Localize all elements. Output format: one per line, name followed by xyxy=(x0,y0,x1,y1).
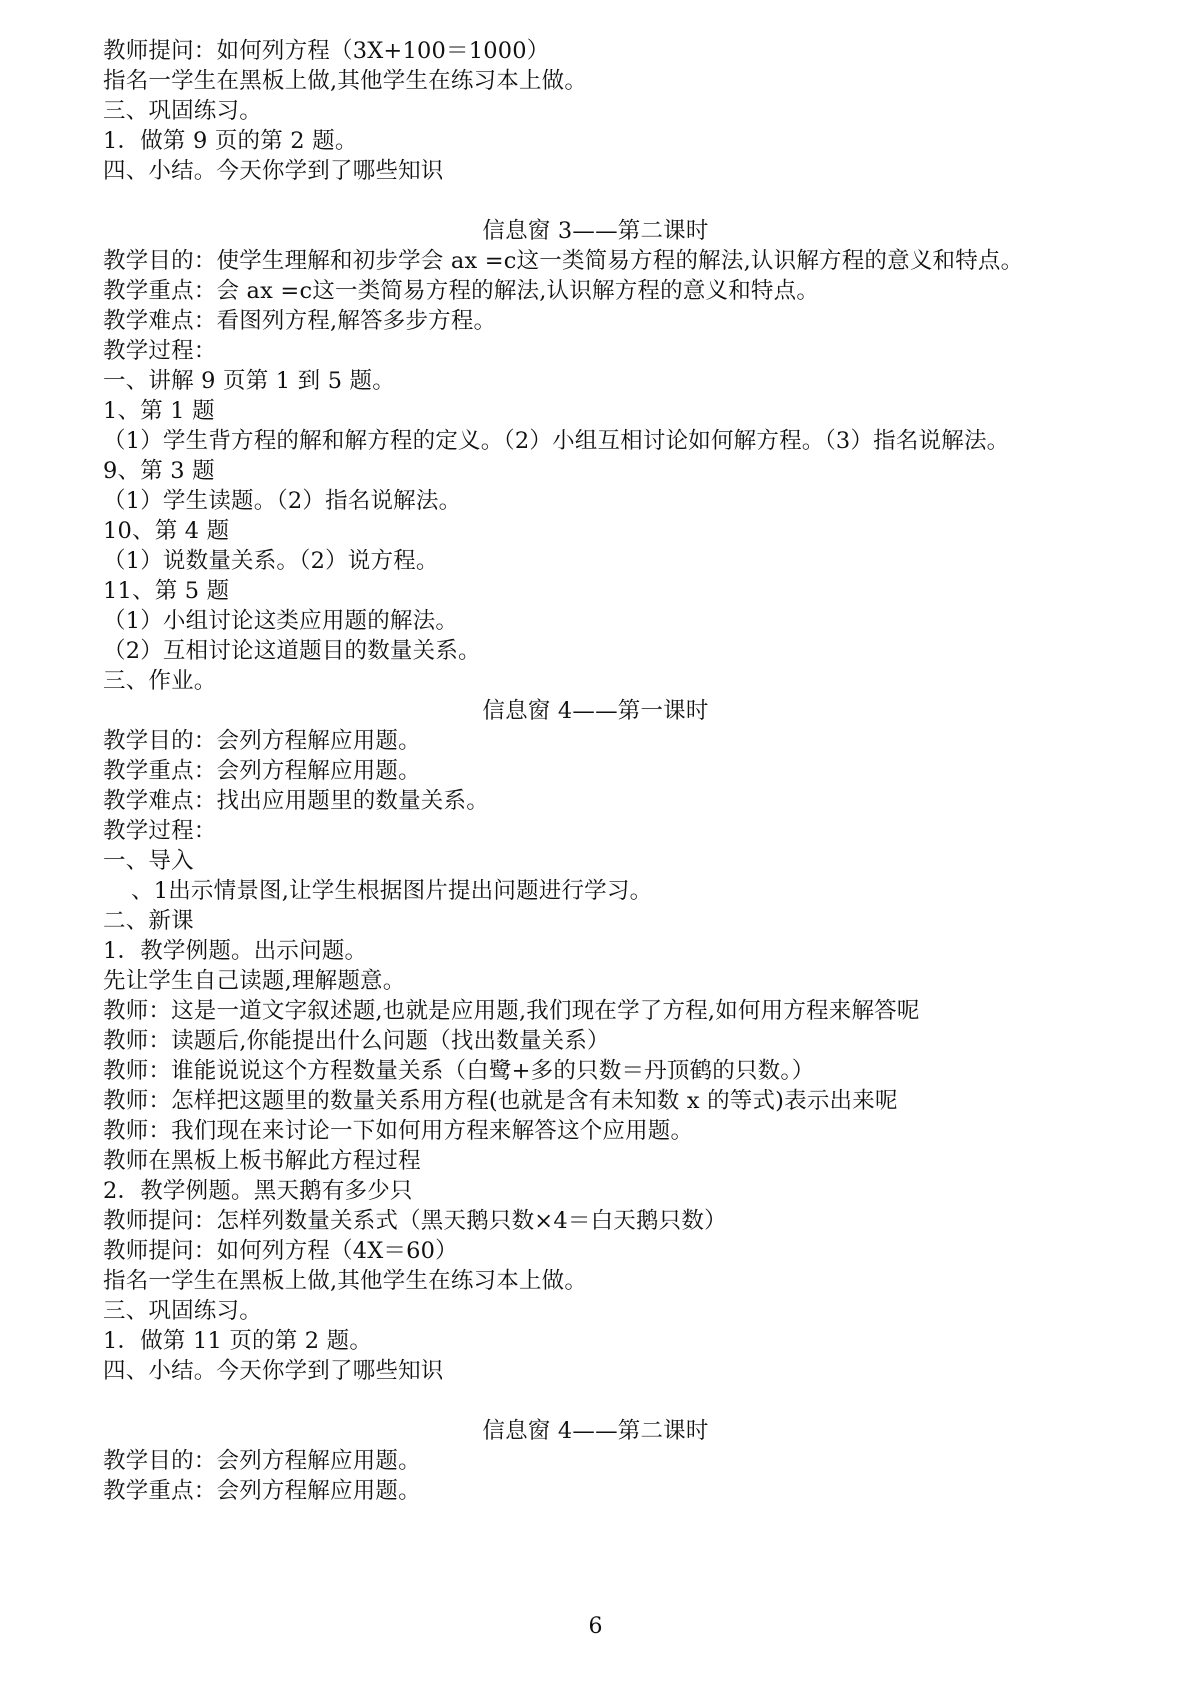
text-line: 四、小结。今天你学到了哪些知识 xyxy=(103,1358,444,1384)
text-line: 9、第 3 题 xyxy=(103,458,215,484)
text-line: 教学目的：使学生理解和初步学会 ax =c这一类简易方程的解法,认识解方程的意义和特点。 xyxy=(103,248,1024,274)
text-line: 教学重点：会 ax =c这一类简易方程的解法,认识解方程的意义和特点。 xyxy=(103,278,820,304)
text-line: （1）说数量关系。（2）说方程。 xyxy=(103,548,439,574)
text-line: 2．教学例题。黑天鹅有多少只 xyxy=(103,1178,413,1204)
text-line: 教学过程： xyxy=(103,818,217,844)
text-line: 1．做第 9 页的第 2 题。 xyxy=(103,128,358,154)
text-line: 二、新课 xyxy=(103,908,194,934)
text-line: 三、巩固练习。 xyxy=(103,98,262,124)
text-line: （1）学生背方程的解和解方程的定义。（2）小组互相讨论如何解方程。（3）指名说解法。 xyxy=(103,428,1010,454)
page-number: 6 xyxy=(588,1614,603,1639)
text-line: 教学难点：看图列方程,解答多步方程。 xyxy=(103,308,497,334)
text-line: 10、第 4 题 xyxy=(103,518,230,544)
text-line: 教学目的：会列方程解应用题。 xyxy=(103,728,421,754)
text-line: 1．教学例题。出示问题。 xyxy=(103,938,368,964)
text-line: 指名一学生在黑板上做,其他学生在练习本上做。 xyxy=(103,68,588,94)
text-line: 1、第 1 题 xyxy=(103,398,215,424)
text-line: （1）学生读题。（2）指名说解法。 xyxy=(103,488,462,514)
text-line: 11、第 5 题 xyxy=(103,578,230,604)
text-line: 教师提问：如何列方程（4X＝60） xyxy=(103,1238,458,1264)
text-line: 教学重点：会列方程解应用题。 xyxy=(103,1478,421,1504)
text-line: 教师提问：如何列方程（3X+100＝1000） xyxy=(103,38,550,64)
section-heading: 信息窗 4——第一课时 xyxy=(482,698,709,724)
text-line: 三、巩固练习。 xyxy=(103,1298,262,1324)
text-line: 教师：谁能说说这个方程数量关系（白鹭+多的只数＝丹顶鹤的只数。） xyxy=(103,1058,815,1084)
text-line: 指名一学生在黑板上做,其他学生在练习本上做。 xyxy=(103,1268,588,1294)
text-line: 教学重点：会列方程解应用题。 xyxy=(103,758,421,784)
text-line: 三、作业。 xyxy=(103,668,217,694)
text-line: （1）小组讨论这类应用题的解法。 xyxy=(103,608,459,634)
text-line: 一、讲解 9 页第 1 到 5 题。 xyxy=(103,368,395,394)
text-line: 1．做第 11 页的第 2 题。 xyxy=(103,1328,373,1354)
text-line: 教师：怎样把这题里的数量关系用方程(也就是含有未知数 x 的等式)表示出来呢 xyxy=(103,1088,898,1114)
text-line: 教学目的：会列方程解应用题。 xyxy=(103,1448,421,1474)
section-heading: 信息窗 3——第二课时 xyxy=(482,218,709,244)
text-line: 一、导入 xyxy=(103,848,194,874)
text-line: （2）互相讨论这道题目的数量关系。 xyxy=(103,638,481,664)
text-line: 教师：我们现在来讨论一下如何用方程来解答这个应用题。 xyxy=(103,1118,694,1144)
section-heading: 信息窗 4——第二课时 xyxy=(482,1418,709,1444)
text-line: 四、小结。今天你学到了哪些知识 xyxy=(103,158,444,184)
text-line: 、1出示情景图,让学生根据图片提出问题进行学习。 xyxy=(131,878,653,904)
text-line: 教学过程： xyxy=(103,338,217,364)
text-line: 教师：读题后,你能提出什么问题（找出数量关系） xyxy=(103,1028,610,1054)
text-line: 教师在黑板上板书解此方程过程 xyxy=(103,1148,421,1174)
text-line: 教师提问：怎样列数量关系式（黑天鹅只数×4＝白天鹅只数） xyxy=(103,1208,727,1234)
text-line: 教师：这是一道文字叙述题,也就是应用题,我们现在学了方程,如何用方程来解答呢 xyxy=(103,998,920,1024)
text-line: 教学难点：找出应用题里的数量关系。 xyxy=(103,788,489,814)
text-line: 先让学生自己读题,理解题意。 xyxy=(103,968,406,994)
